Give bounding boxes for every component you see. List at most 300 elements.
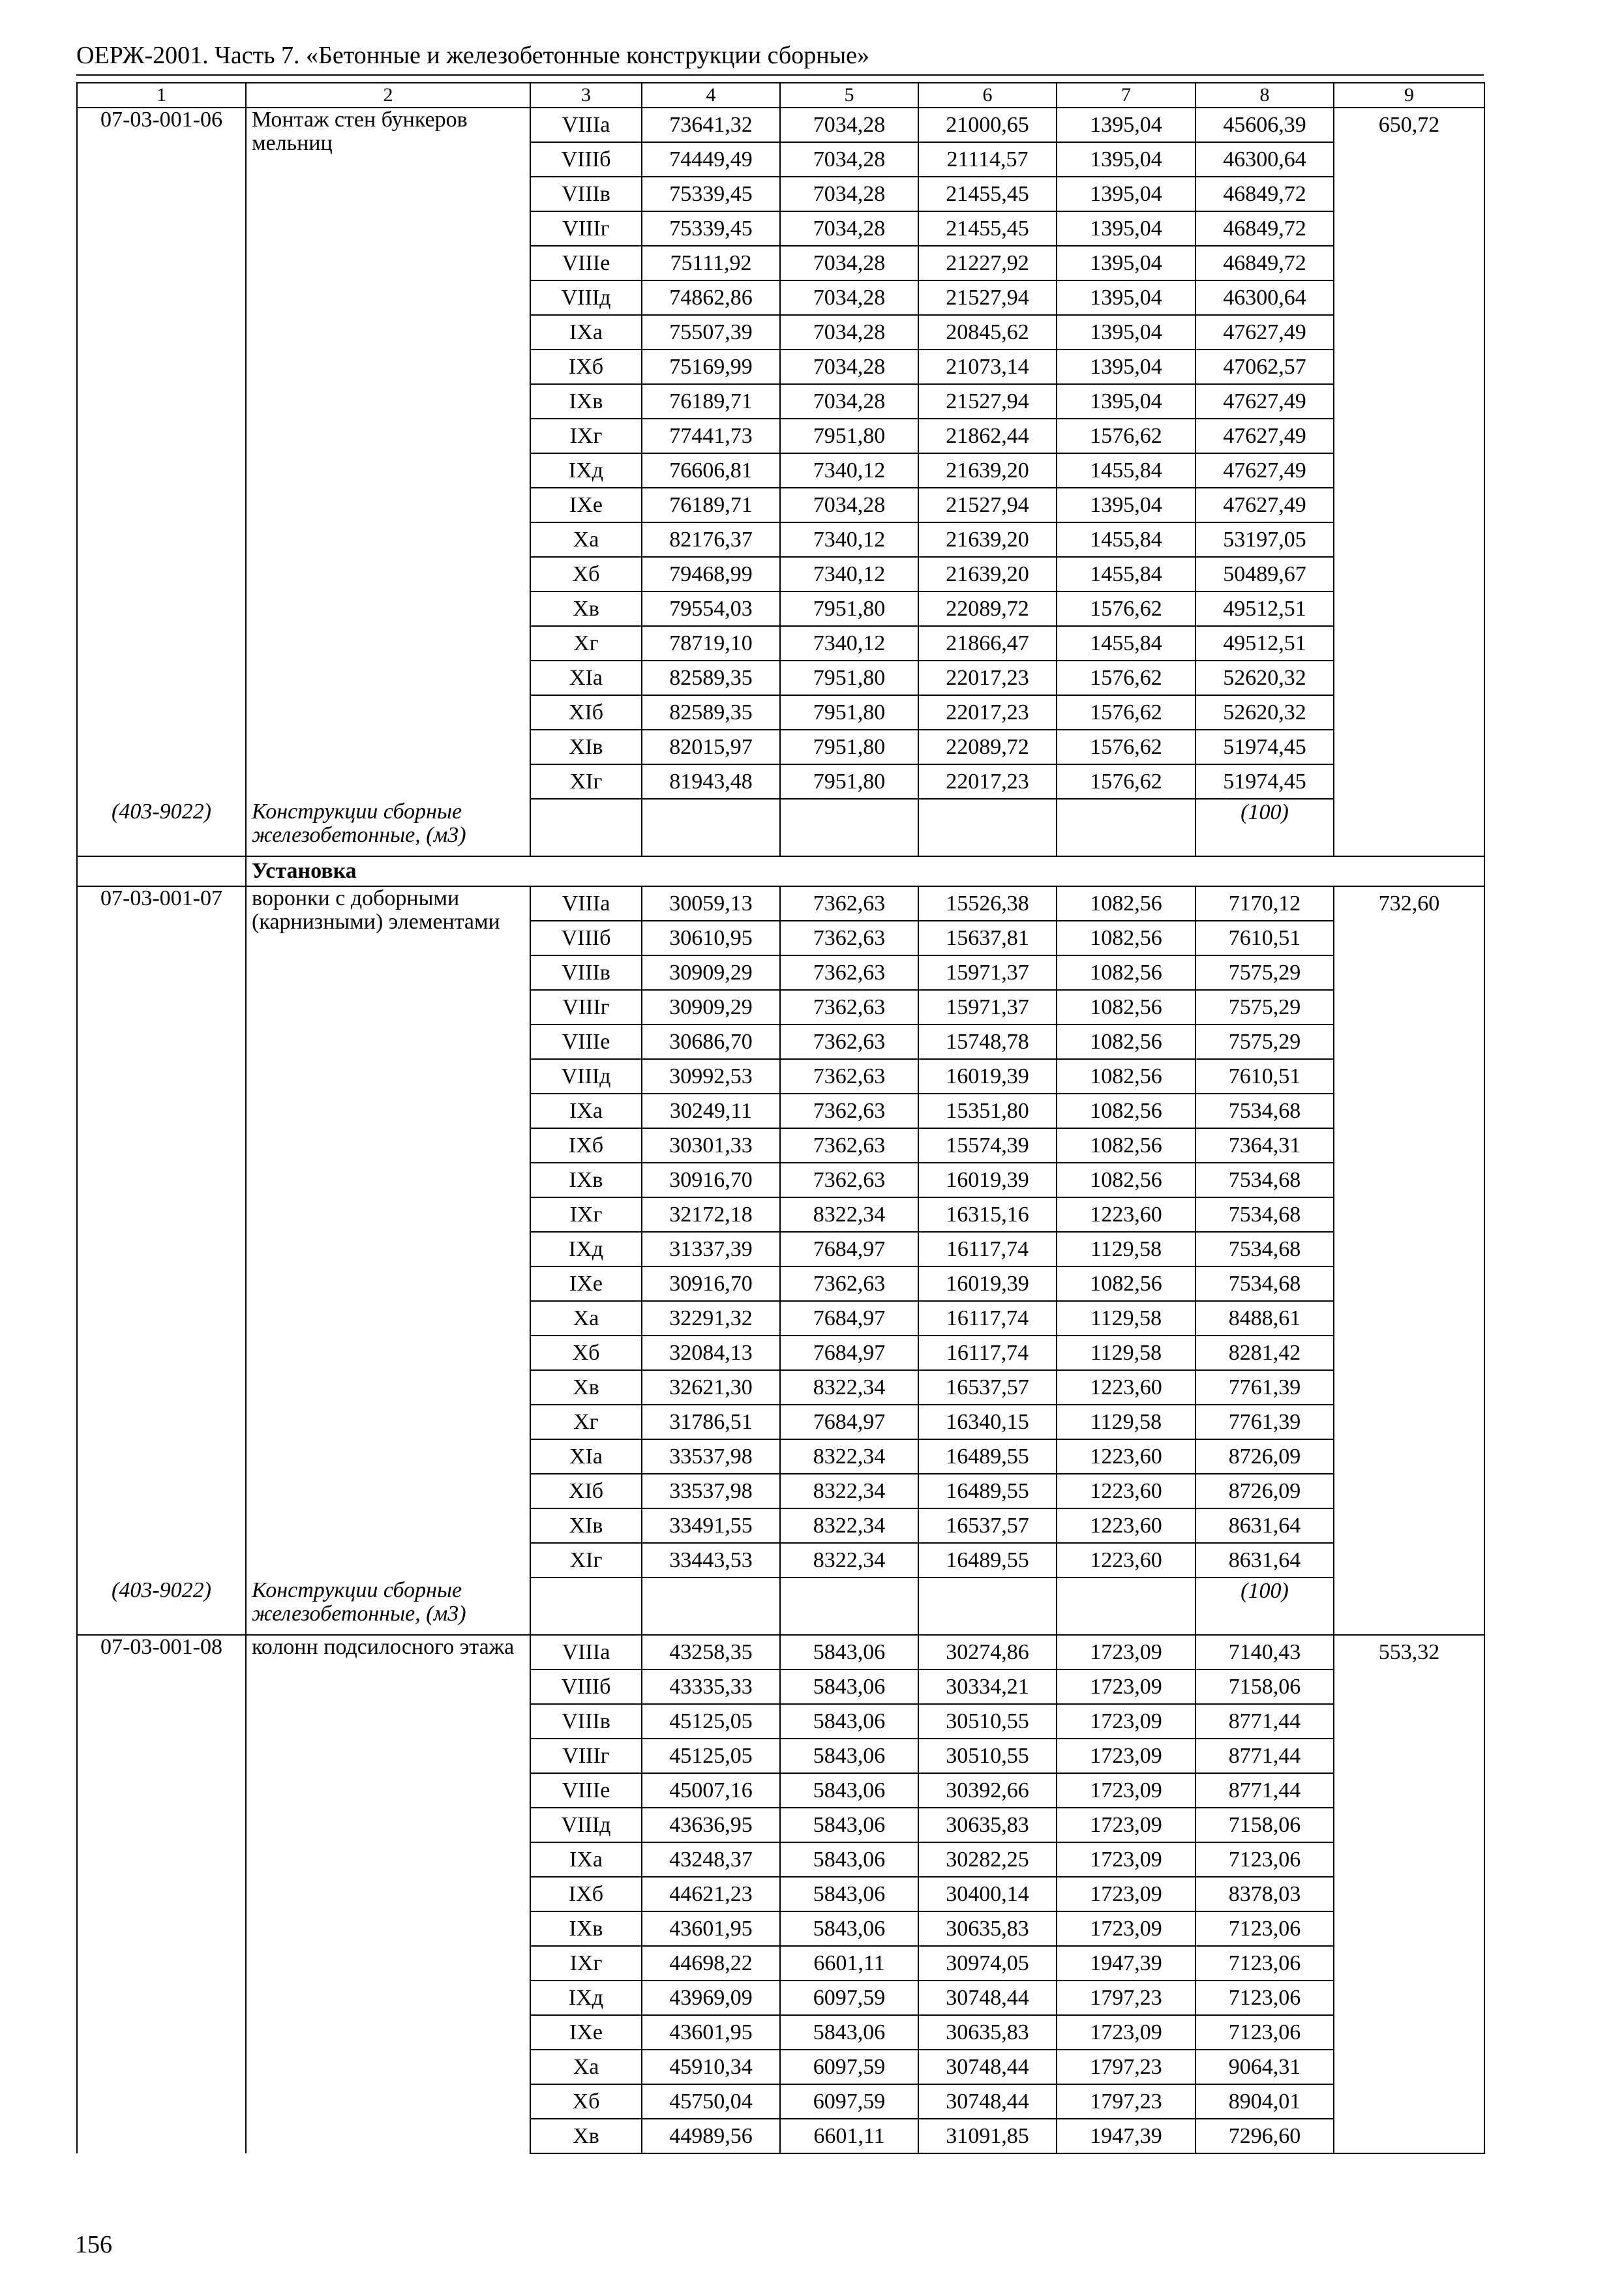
zone-cell: Xг xyxy=(530,626,642,661)
value-cell: 7951,80 xyxy=(780,695,918,730)
zone-cell: IXг xyxy=(530,419,642,453)
value-cell: 7684,97 xyxy=(780,1232,918,1266)
value-cell: 47627,49 xyxy=(1195,419,1334,453)
value-cell: 1223,60 xyxy=(1057,1508,1195,1543)
value-cell: 15971,37 xyxy=(918,990,1057,1025)
zone-cell: XIб xyxy=(530,695,642,730)
column-number: 9 xyxy=(1334,83,1484,108)
zone-cell: Xа xyxy=(530,2050,642,2084)
value-cell: 8904,01 xyxy=(1195,2084,1334,2119)
value-cell: 7761,39 xyxy=(1195,1370,1334,1405)
value-cell: 30400,14 xyxy=(918,1877,1057,1911)
value-cell: 30686,70 xyxy=(642,1025,780,1059)
zone-cell: VIIIд xyxy=(530,1808,642,1842)
value-cell: 16537,57 xyxy=(918,1508,1057,1543)
value-cell: 1223,60 xyxy=(1057,1439,1195,1474)
zone-cell: Xб xyxy=(530,557,642,591)
value-cell: 1223,60 xyxy=(1057,1197,1195,1232)
value-cell: 1576,62 xyxy=(1057,591,1195,626)
value-cell: 1082,56 xyxy=(1057,921,1195,955)
value-cell: 81943,48 xyxy=(642,764,780,799)
value-cell: 7362,63 xyxy=(780,955,918,990)
value-cell: 8322,34 xyxy=(780,1197,918,1232)
value-cell: 1082,56 xyxy=(1057,886,1195,921)
value-cell: 7534,68 xyxy=(1195,1163,1334,1197)
zone-cell: IXе xyxy=(530,2015,642,2050)
value-cell: 7362,63 xyxy=(780,1266,918,1301)
value-cell: 79468,99 xyxy=(642,557,780,591)
zone-cell: VIIIг xyxy=(530,211,642,246)
value-cell: 43258,35 xyxy=(642,1635,780,1669)
labor-cost: 553,32 xyxy=(1334,1635,1484,2153)
value-cell: 1576,62 xyxy=(1057,730,1195,764)
value-cell: 16019,39 xyxy=(918,1266,1057,1301)
value-cell: 30334,21 xyxy=(918,1669,1057,1704)
value-cell: 7140,43 xyxy=(1195,1635,1334,1669)
zone-cell: VIIIб xyxy=(530,1669,642,1704)
page-number: 156 xyxy=(75,2231,112,2258)
value-cell: 73641,32 xyxy=(642,108,780,142)
value-cell: 30274,86 xyxy=(918,1635,1057,1669)
zone-cell: IXе xyxy=(530,488,642,522)
value-cell: 46300,64 xyxy=(1195,280,1334,315)
value-cell: 47627,49 xyxy=(1195,488,1334,522)
value-cell: 1223,60 xyxy=(1057,1474,1195,1508)
value-cell: 45007,16 xyxy=(642,1773,780,1808)
zone-cell: IXа xyxy=(530,1842,642,1877)
value-cell: 22017,23 xyxy=(918,764,1057,799)
value-cell: 7034,28 xyxy=(780,211,918,246)
zone-cell: VIIIе xyxy=(530,246,642,280)
value-cell: 7340,12 xyxy=(780,626,918,661)
value-cell: 1576,62 xyxy=(1057,764,1195,799)
empty-cell xyxy=(918,1578,1057,1635)
zone-cell: IXд xyxy=(530,1232,642,1266)
value-cell: 43969,09 xyxy=(642,1981,780,2015)
value-cell: 6601,11 xyxy=(780,1946,918,1981)
value-cell: 75111,92 xyxy=(642,246,780,280)
value-cell: 43636,95 xyxy=(642,1808,780,1842)
value-cell: 82015,97 xyxy=(642,730,780,764)
value-cell: 1082,56 xyxy=(1057,1128,1195,1163)
empty-cell xyxy=(530,799,642,856)
value-cell: 44989,56 xyxy=(642,2119,780,2153)
value-cell: 7362,63 xyxy=(780,921,918,955)
section-row xyxy=(77,856,1484,886)
zone-cell: VIIIб xyxy=(530,142,642,177)
value-cell: 7951,80 xyxy=(780,419,918,453)
zone-cell: Xа xyxy=(530,522,642,557)
value-cell: 1082,56 xyxy=(1057,1094,1195,1128)
zone-cell: IXг xyxy=(530,1197,642,1232)
value-cell: 1082,56 xyxy=(1057,955,1195,990)
zone-cell: XIа xyxy=(530,1439,642,1474)
value-cell: 78719,10 xyxy=(642,626,780,661)
zone-cell: IXд xyxy=(530,453,642,488)
work-name: Монтаж стен бункеров мельниц xyxy=(246,108,530,799)
zone-cell: VIIIв xyxy=(530,1704,642,1739)
value-cell: 7362,63 xyxy=(780,990,918,1025)
value-cell: 7362,63 xyxy=(780,1163,918,1197)
value-cell: 30392,66 xyxy=(918,1773,1057,1808)
value-cell: 30992,53 xyxy=(642,1059,780,1094)
value-cell: 1576,62 xyxy=(1057,419,1195,453)
zone-cell: XIа xyxy=(530,661,642,695)
value-cell: 52620,32 xyxy=(1195,695,1334,730)
table-row xyxy=(77,1635,1484,1669)
value-cell: 43601,95 xyxy=(642,2015,780,2050)
zone-cell: VIIIг xyxy=(530,1739,642,1773)
value-cell: 21073,14 xyxy=(918,350,1057,384)
labor-cost: 732,60 xyxy=(1334,886,1484,1635)
value-cell: 21866,47 xyxy=(918,626,1057,661)
value-cell: 51974,45 xyxy=(1195,730,1334,764)
value-cell: 1723,09 xyxy=(1057,1635,1195,1669)
resource-name: Конструкции сборные железобетонные, (м3) xyxy=(246,799,530,856)
value-cell: 1723,09 xyxy=(1057,1704,1195,1739)
empty-cell xyxy=(918,799,1057,856)
value-cell: 30916,70 xyxy=(642,1266,780,1301)
value-cell: 30748,44 xyxy=(918,2050,1057,2084)
zone-cell: VIIIе xyxy=(530,1773,642,1808)
value-cell: 7575,29 xyxy=(1195,955,1334,990)
value-cell: 21227,92 xyxy=(918,246,1057,280)
zone-cell: IXв xyxy=(530,384,642,419)
value-cell: 6097,59 xyxy=(780,1981,918,2015)
empty-cell xyxy=(530,1578,642,1635)
value-cell: 8771,44 xyxy=(1195,1704,1334,1739)
value-cell: 7034,28 xyxy=(780,315,918,350)
value-cell: 1723,09 xyxy=(1057,1877,1195,1911)
value-cell: 45606,39 xyxy=(1195,108,1334,142)
value-cell: 6601,11 xyxy=(780,2119,918,2153)
value-cell: 30282,25 xyxy=(918,1842,1057,1877)
value-cell: 30510,55 xyxy=(918,1739,1057,1773)
value-cell: 33537,98 xyxy=(642,1474,780,1508)
value-cell: 1395,04 xyxy=(1057,211,1195,246)
value-cell: 16019,39 xyxy=(918,1059,1057,1094)
zone-cell: Xа xyxy=(530,1301,642,1336)
empty-cell xyxy=(642,1578,780,1635)
zone-cell: VIIIа xyxy=(530,886,642,921)
column-number: 7 xyxy=(1057,83,1195,108)
value-cell: 33443,53 xyxy=(642,1543,780,1578)
resource-quantity: (100) xyxy=(1195,1578,1334,1635)
value-cell: 7534,68 xyxy=(1195,1232,1334,1266)
value-cell: 46849,72 xyxy=(1195,211,1334,246)
value-cell: 1947,39 xyxy=(1057,2119,1195,2153)
value-cell: 1455,84 xyxy=(1057,626,1195,661)
zone-cell: Xв xyxy=(530,591,642,626)
zone-cell: Xб xyxy=(530,1336,642,1370)
value-cell: 30635,83 xyxy=(918,2015,1057,2050)
table-row xyxy=(77,108,1484,142)
value-cell: 7123,06 xyxy=(1195,2015,1334,2050)
zone-cell: VIIIе xyxy=(530,1025,642,1059)
value-cell: 1797,23 xyxy=(1057,2084,1195,2119)
value-cell: 1395,04 xyxy=(1057,246,1195,280)
column-number: 6 xyxy=(918,83,1057,108)
value-cell: 47627,49 xyxy=(1195,384,1334,419)
zone-cell: IXа xyxy=(530,1094,642,1128)
zone-cell: IXб xyxy=(530,1128,642,1163)
table-row xyxy=(77,886,1484,921)
value-cell: 75339,45 xyxy=(642,177,780,211)
value-cell: 47627,49 xyxy=(1195,453,1334,488)
value-cell: 75339,45 xyxy=(642,211,780,246)
zone-cell: Xг xyxy=(530,1405,642,1439)
value-cell: 7362,63 xyxy=(780,1094,918,1128)
value-cell: 1797,23 xyxy=(1057,2050,1195,2084)
value-cell: 7364,31 xyxy=(1195,1128,1334,1163)
value-cell: 16117,74 xyxy=(918,1336,1057,1370)
value-cell: 6097,59 xyxy=(780,2084,918,2119)
value-cell: 7684,97 xyxy=(780,1336,918,1370)
value-cell: 49512,51 xyxy=(1195,626,1334,661)
value-cell: 31337,39 xyxy=(642,1232,780,1266)
value-cell: 33537,98 xyxy=(642,1439,780,1474)
zone-cell: VIIIд xyxy=(530,1059,642,1094)
zone-cell: Xв xyxy=(530,1370,642,1405)
empty-cell xyxy=(642,799,780,856)
value-cell: 16489,55 xyxy=(918,1474,1057,1508)
value-cell: 30301,33 xyxy=(642,1128,780,1163)
value-cell: 82589,35 xyxy=(642,661,780,695)
zone-cell: IXб xyxy=(530,1877,642,1911)
value-cell: 45125,05 xyxy=(642,1704,780,1739)
column-number-row xyxy=(77,83,1484,108)
value-cell: 1723,09 xyxy=(1057,1808,1195,1842)
value-cell: 7534,68 xyxy=(1195,1266,1334,1301)
value-cell: 8631,64 xyxy=(1195,1508,1334,1543)
value-cell: 15526,38 xyxy=(918,886,1057,921)
empty-cell xyxy=(780,1578,918,1635)
work-name: воронки с доборными (карнизными) элементами xyxy=(246,886,530,1578)
value-cell: 15971,37 xyxy=(918,955,1057,990)
value-cell: 7034,28 xyxy=(780,488,918,522)
value-cell: 7340,12 xyxy=(780,522,918,557)
value-cell: 52620,32 xyxy=(1195,661,1334,695)
value-cell: 1082,56 xyxy=(1057,1059,1195,1094)
value-cell: 30916,70 xyxy=(642,1163,780,1197)
value-cell: 1455,84 xyxy=(1057,453,1195,488)
value-cell: 8322,34 xyxy=(780,1543,918,1578)
value-cell: 30635,83 xyxy=(918,1911,1057,1946)
value-cell: 75507,39 xyxy=(642,315,780,350)
value-cell: 5843,06 xyxy=(780,2015,918,2050)
value-cell: 45910,34 xyxy=(642,2050,780,2084)
zone-cell: VIIIв xyxy=(530,177,642,211)
value-cell: 7034,28 xyxy=(780,384,918,419)
value-cell: 1947,39 xyxy=(1057,1946,1195,1981)
value-cell: 79554,03 xyxy=(642,591,780,626)
value-cell: 31786,51 xyxy=(642,1405,780,1439)
column-number: 1 xyxy=(77,83,246,108)
value-cell: 32084,13 xyxy=(642,1336,780,1370)
column-number: 5 xyxy=(780,83,918,108)
zone-cell: IXд xyxy=(530,1981,642,2015)
value-cell: 7123,06 xyxy=(1195,1981,1334,2015)
value-cell: 5843,06 xyxy=(780,1877,918,1911)
value-cell: 8771,44 xyxy=(1195,1773,1334,1808)
value-cell: 16489,55 xyxy=(918,1439,1057,1474)
value-cell: 49512,51 xyxy=(1195,591,1334,626)
value-cell: 15574,39 xyxy=(918,1128,1057,1163)
value-cell: 16117,74 xyxy=(918,1301,1057,1336)
page-header: ОЕРЖ-2001. Часть 7. «Бетонные и железобетонные конструкции сборные» xyxy=(76,42,869,69)
value-cell: 47062,57 xyxy=(1195,350,1334,384)
value-cell: 7362,63 xyxy=(780,886,918,921)
value-cell: 7158,06 xyxy=(1195,1808,1334,1842)
value-cell: 1395,04 xyxy=(1057,108,1195,142)
resource-code: (403-9022) xyxy=(77,1578,246,1635)
value-cell: 7123,06 xyxy=(1195,1946,1334,1981)
value-cell: 44698,22 xyxy=(642,1946,780,1981)
value-cell: 16117,74 xyxy=(918,1232,1057,1266)
value-cell: 7575,29 xyxy=(1195,1025,1334,1059)
value-cell: 1797,23 xyxy=(1057,1981,1195,2015)
value-cell: 7575,29 xyxy=(1195,990,1334,1025)
value-cell: 7123,06 xyxy=(1195,1842,1334,1877)
header-rule xyxy=(76,74,1484,76)
value-cell: 7158,06 xyxy=(1195,1669,1334,1704)
value-cell: 7340,12 xyxy=(780,557,918,591)
value-cell: 30974,05 xyxy=(918,1946,1057,1981)
value-cell: 5843,06 xyxy=(780,1773,918,1808)
value-cell: 7684,97 xyxy=(780,1405,918,1439)
value-cell: 43335,33 xyxy=(642,1669,780,1704)
zone-cell: XIв xyxy=(530,730,642,764)
value-cell: 21455,45 xyxy=(918,211,1057,246)
value-cell: 5843,06 xyxy=(780,1842,918,1877)
resource-code: (403-9022) xyxy=(77,799,246,856)
zone-cell: IXв xyxy=(530,1911,642,1946)
value-cell: 1082,56 xyxy=(1057,990,1195,1025)
value-cell: 1455,84 xyxy=(1057,557,1195,591)
value-cell: 15637,81 xyxy=(918,921,1057,955)
value-cell: 15748,78 xyxy=(918,1025,1057,1059)
value-cell: 15351,80 xyxy=(918,1094,1057,1128)
value-cell: 16315,16 xyxy=(918,1197,1057,1232)
value-cell: 7170,12 xyxy=(1195,886,1334,921)
zone-cell: Xб xyxy=(530,2084,642,2119)
zone-cell: XIг xyxy=(530,764,642,799)
value-cell: 30610,95 xyxy=(642,921,780,955)
value-cell: 21527,94 xyxy=(918,384,1057,419)
value-cell: 7296,60 xyxy=(1195,2119,1334,2153)
value-cell: 5843,06 xyxy=(780,1635,918,1669)
value-cell: 46849,72 xyxy=(1195,177,1334,211)
value-cell: 77441,73 xyxy=(642,419,780,453)
value-cell: 7034,28 xyxy=(780,142,918,177)
value-cell: 8726,09 xyxy=(1195,1439,1334,1474)
value-cell: 1576,62 xyxy=(1057,661,1195,695)
value-cell: 30909,29 xyxy=(642,990,780,1025)
value-cell: 76189,71 xyxy=(642,488,780,522)
zone-cell: VIIIв xyxy=(530,955,642,990)
value-cell: 1082,56 xyxy=(1057,1025,1195,1059)
value-cell: 53197,05 xyxy=(1195,522,1334,557)
zone-cell: VIIIд xyxy=(530,280,642,315)
value-cell: 1395,04 xyxy=(1057,280,1195,315)
value-cell: 7034,28 xyxy=(780,350,918,384)
value-cell: 1082,56 xyxy=(1057,1163,1195,1197)
value-cell: 9064,31 xyxy=(1195,2050,1334,2084)
section-title: Установка xyxy=(246,856,1484,886)
zone-cell: IXа xyxy=(530,315,642,350)
value-cell: 22089,72 xyxy=(918,591,1057,626)
value-cell: 20845,62 xyxy=(918,315,1057,350)
value-cell: 16019,39 xyxy=(918,1163,1057,1197)
value-cell: 1395,04 xyxy=(1057,350,1195,384)
value-cell: 21527,94 xyxy=(918,280,1057,315)
value-cell: 75169,99 xyxy=(642,350,780,384)
value-cell: 51974,45 xyxy=(1195,764,1334,799)
value-cell: 7034,28 xyxy=(780,108,918,142)
value-cell: 1129,58 xyxy=(1057,1301,1195,1336)
value-cell: 1576,62 xyxy=(1057,695,1195,730)
rates-table xyxy=(76,82,1485,2154)
value-cell: 7951,80 xyxy=(780,730,918,764)
value-cell: 8322,34 xyxy=(780,1370,918,1405)
value-cell: 5843,06 xyxy=(780,1704,918,1739)
resource-quantity: (100) xyxy=(1195,799,1334,856)
value-cell: 7362,63 xyxy=(780,1059,918,1094)
column-number: 3 xyxy=(530,83,642,108)
value-cell: 1723,09 xyxy=(1057,2015,1195,2050)
value-cell: 1455,84 xyxy=(1057,522,1195,557)
zone-cell: IXб xyxy=(530,350,642,384)
value-cell: 16537,57 xyxy=(918,1370,1057,1405)
value-cell: 1723,09 xyxy=(1057,1842,1195,1877)
zone-cell: VIIIб xyxy=(530,921,642,955)
empty-cell xyxy=(1057,1578,1195,1635)
value-cell: 30510,55 xyxy=(918,1704,1057,1739)
unit-row xyxy=(77,799,1484,856)
value-cell: 5843,06 xyxy=(780,1911,918,1946)
value-cell: 8771,44 xyxy=(1195,1739,1334,1773)
value-cell: 82176,37 xyxy=(642,522,780,557)
value-cell: 21639,20 xyxy=(918,557,1057,591)
value-cell: 8322,34 xyxy=(780,1474,918,1508)
value-cell: 82589,35 xyxy=(642,695,780,730)
zone-cell: XIг xyxy=(530,1543,642,1578)
value-cell: 30059,13 xyxy=(642,886,780,921)
resource-name: Конструкции сборные железобетонные, (м3) xyxy=(246,1578,530,1635)
value-cell: 7761,39 xyxy=(1195,1405,1334,1439)
value-cell: 76189,71 xyxy=(642,384,780,419)
work-name: колонн подсилосного этажа xyxy=(246,1635,530,2153)
value-cell: 1129,58 xyxy=(1057,1232,1195,1266)
rate-code: 07-03-001-06 xyxy=(77,108,246,799)
value-cell: 1129,58 xyxy=(1057,1336,1195,1370)
value-cell: 1395,04 xyxy=(1057,177,1195,211)
value-cell: 7610,51 xyxy=(1195,1059,1334,1094)
value-cell: 43248,37 xyxy=(642,1842,780,1877)
value-cell: 22017,23 xyxy=(918,661,1057,695)
value-cell: 1395,04 xyxy=(1057,488,1195,522)
value-cell: 22089,72 xyxy=(918,730,1057,764)
zone-cell: VIIIа xyxy=(530,1635,642,1669)
value-cell: 1723,09 xyxy=(1057,1773,1195,1808)
value-cell: 46300,64 xyxy=(1195,142,1334,177)
value-cell: 7362,63 xyxy=(780,1025,918,1059)
zone-cell: XIв xyxy=(530,1508,642,1543)
value-cell: 74449,49 xyxy=(642,142,780,177)
value-cell: 7951,80 xyxy=(780,591,918,626)
value-cell: 5843,06 xyxy=(780,1808,918,1842)
value-cell: 1723,09 xyxy=(1057,1739,1195,1773)
